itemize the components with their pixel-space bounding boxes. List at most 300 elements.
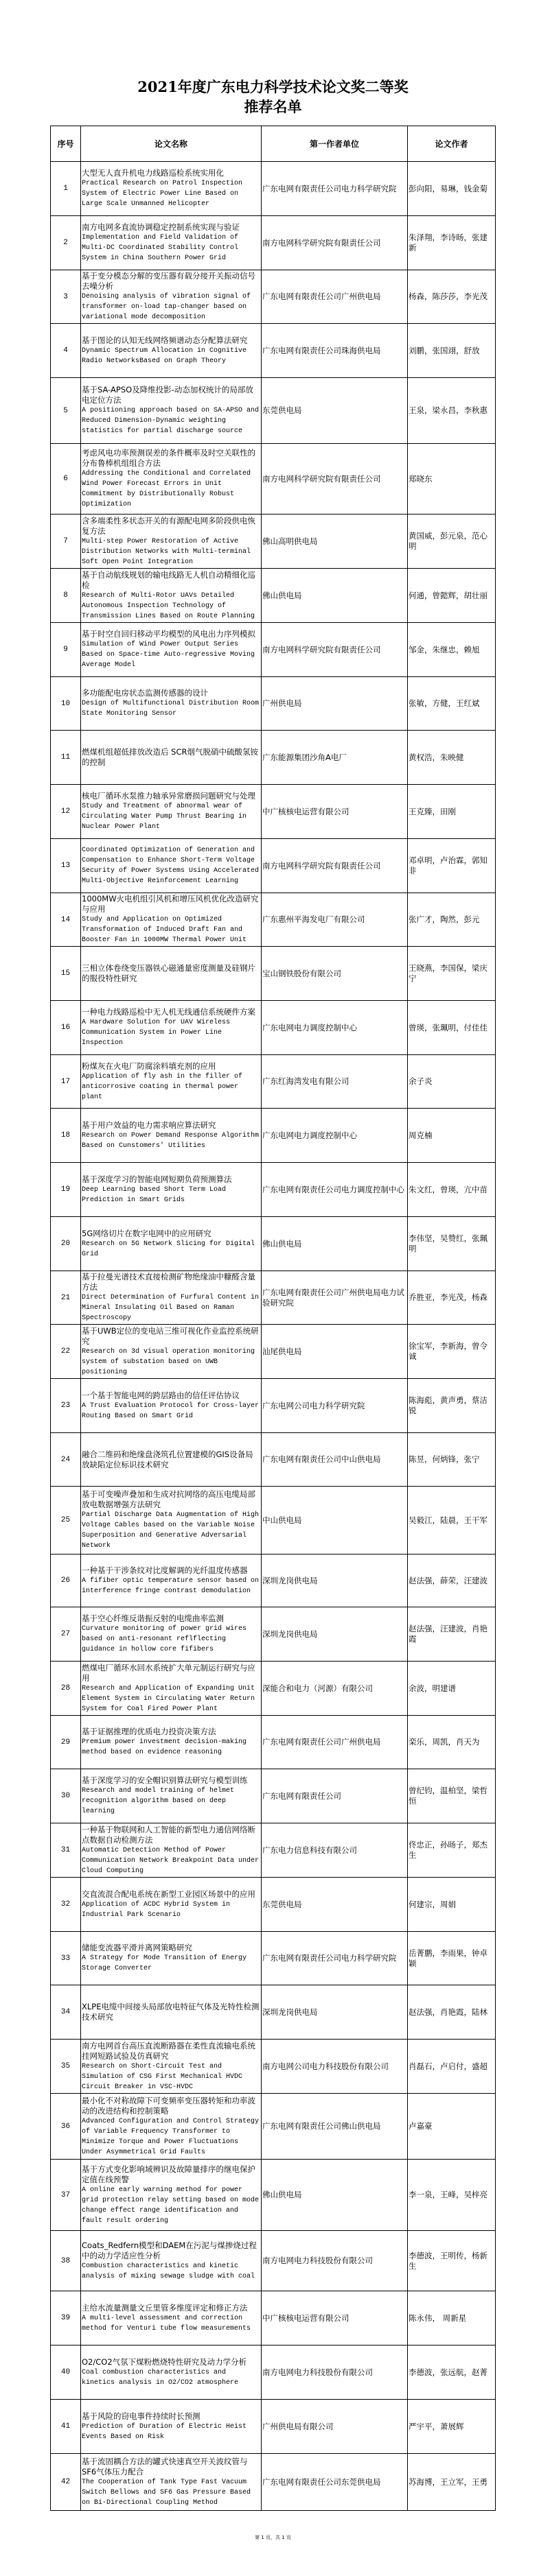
paper-title-cell [81,785,262,839]
paper-title-cell [81,1379,262,1433]
paper-authors: 陈永伟， 周新星 [408,2291,496,2345]
paper-title-chinese: 燃煤电厂循环水回水系统扩大单元制运行研究与应用 [82,1662,255,1683]
paper-title-english: Simulation of Wind Power Output Series Based on Space-time Auto-regressive Moving Average Model [82,641,255,669]
paper-title-cell [81,1662,262,1716]
table-row [51,1055,496,1109]
table-row [51,839,496,893]
paper-title-english: Partial Discharge Data Augmentation of High Voltage Cables based on the Variable Noise Superposition and Generative Adversarial Network [82,1511,260,1550]
paper-title-english: Research and Application of Expanding Unit Element System in Circulating Water Return System for Coal Fired Power Plant [82,1684,255,1713]
row-number: 4 [51,324,81,378]
paper-title-english: Automatic Detection Method of Power Communication Network Breakpoint Data under Cloud Computing [82,1846,260,1875]
first-author-unit: 南方电网科学研究院有限责任公司 [262,623,408,677]
table-row [51,1379,496,1433]
paper-title-chinese: 考虑风电功率预测误差的条件概率及时空关联性的分布鲁棒机组组合方法 [82,448,255,468]
first-author-unit: 南方电网科学研究院有限责任公司 [262,839,408,893]
row-number: 16 [51,1001,81,1055]
paper-title-cell [81,2454,262,2511]
paper-title-chinese: 含多端柔性多状态开关的有源配电网多阶段供电恢复方法 [82,515,255,536]
paper-title-english: Curvature monitoring of power grid wires based on anti-resonant reflflecting guidance in hollow core fifibers [82,1625,247,1653]
first-author-unit: 佛山供电局 [262,2160,408,2231]
table-row [51,1271,496,1325]
paper-title-cell [81,2040,262,2094]
row-number: 18 [51,1109,81,1163]
first-author-unit: 深能合和电力（河源）有限公司 [262,1662,408,1716]
paper-title-chinese: 1000MW火电机组引风机和增压风机优化改造研究与应用 [82,894,259,914]
paper-authors: 陈昱，何炳锋，张宁 [408,1433,496,1487]
table-row [51,1109,496,1163]
paper-authors: 李一泉，王峰，吴梓亮 [408,2160,496,2231]
table-row [51,893,496,947]
row-number: 10 [51,677,81,731]
paper-authors: 邓卓明，卢治霖，郭知非 [408,839,496,893]
table-row [51,2345,496,2400]
table-body [51,162,496,2511]
paper-authors: 陈海彪，黄声勇，蔡洁锐 [408,1379,496,1433]
row-number: 31 [51,1823,81,1878]
first-author-unit: 宝山钢铁股份有限公司 [262,947,408,1001]
first-author-unit: 广东电网有限责任公司电力调度控制中心 [262,1163,408,1217]
paper-title-english: A Trust Evaluation Protocol for Cross-layer Routing Based on Smart Grid [82,1402,260,1420]
paper-title-cell [81,162,262,216]
paper-title-english: Combustion characteristics and kinetic analysis of mixing sewage sludge with coal [82,2262,255,2280]
paper-title-english: Coal combustion characteristics and kinetics analysis in O2/CO2 atmosphere [82,2368,239,2387]
paper-title-cell [81,893,262,947]
paper-authors: 严宇平，萧展辉 [408,2400,496,2454]
first-author-unit: 广东红海湾发电有限公司 [262,1055,408,1109]
paper-title-cell [81,444,262,515]
paper-authors: 乔胜亚，李光茂，杨森 [408,1271,496,1325]
paper-title-chinese: 基于自动航线规划的输电线路无人机自动精细化巡检 [82,569,255,590]
first-author-unit: 广东电力信息科技有限公司 [262,1823,408,1878]
first-author-unit: 广东电网有限责任公司珠海供电局 [262,324,408,378]
paper-title-chinese: 基于证据推理的优质电力投资决策方法 [82,1727,216,1736]
paper-title-cell [81,731,262,785]
row-number: 38 [51,2231,81,2291]
first-author-unit: 广东电网有限责任公司电力科学研究院 [262,1932,408,1985]
first-author-unit: 广东电网公司电力科学研究院 [262,1379,408,1433]
row-number: 7 [51,515,81,569]
table-row [51,1607,496,1662]
title-line-2: 推荐名单 [244,98,302,115]
paper-authors: 赵法强，薛荣，汪建波 [408,1555,496,1607]
paper-title-english: Study and Application on Optimized Transformation of Induced Draft Fan and Booster Fan in 1000MW Thermal Power Unit [82,916,247,944]
paper-authors: 曾瑛，张珮明，付佳佳 [408,1001,496,1055]
paper-authors: 栾乐，周凯，肖天为 [408,1716,496,1769]
paper-authors: 余波，明建谱 [408,1662,496,1716]
first-author-unit: 深圳龙岗供电局 [262,1985,408,2040]
table-row [51,1769,496,1823]
paper-authors: 赵法强，汪建波，肖艳霞 [408,1607,496,1662]
paper-title-english: Research on Power Demand Response Algorithm Based on Cunstomers' Utilities [82,1131,260,1150]
paper-title-cell [81,2400,262,2454]
row-number: 28 [51,1662,81,1716]
row-number: 2 [51,216,81,270]
paper-title-chinese: 基于用户效益的电力需求响应算法研究 [82,1120,216,1130]
row-number: 6 [51,444,81,515]
paper-title-cell [81,1769,262,1823]
paper-authors: 卢嘉豪 [408,2094,496,2160]
row-number: 36 [51,2094,81,2160]
row-number: 8 [51,569,81,623]
first-author-unit: 南方电网电力科技股份有限公司 [262,2231,408,2291]
table-row [51,2400,496,2454]
paper-title-chinese: 基于方式变化影响域辨识及故障量排序的继电保护定值在线预警 [82,2164,255,2184]
table-row [51,216,496,270]
first-author-unit: 中广核核电运营有限公司 [262,2291,408,2345]
paper-title-english: Implementation and Field Validation of Multi-DC Coordinated Stability Control System in China Southern Power Grid [82,234,239,262]
paper-title-cell [81,623,262,677]
paper-title-cell [81,1932,262,1985]
paper-title-cell [81,677,262,731]
first-author-unit: 东莞供电局 [262,1878,408,1932]
table-row [51,2094,496,2160]
paper-title-cell [81,216,262,270]
paper-title-chinese: 燃煤机组超低排放改造后 SCR烟气脱硝中硫酸氢铵的控制 [82,747,258,767]
paper-title-english: Study and Treatment of abnormal wear of Circulating Water Pump Thrust Bearing in Nuclear Power Plant [82,803,247,831]
first-author-unit: 广东电网有限责任公司 [262,1769,408,1823]
paper-authors: 余子炎 [408,1055,496,1109]
first-author-unit: 深圳龙岗供电局 [262,1555,408,1607]
row-number: 29 [51,1716,81,1769]
paper-title-english: A fifiber optic temperature sensor based on interference fringe contrast demodulation [82,1576,260,1595]
paper-title-chinese: 基于风险的窃电事件持续时长预测 [82,2411,200,2421]
paper-title-cell [81,2345,262,2400]
paper-authors: 张广才，陶然，彭元 [408,893,496,947]
paper-authors: 肖磊石，卢启付，盛超 [408,2040,496,2094]
paper-title-cell [81,2231,262,2291]
paper-title-english: Prediction of Duration of Electric Heist Events Based on Risk [82,2422,247,2441]
paper-authors: 黄国威，彭元泉，范心明 [408,515,496,569]
paper-title-cell [81,2160,262,2231]
row-number: 19 [51,1163,81,1217]
table-row [51,2160,496,2231]
first-author-unit: 广东电网有限责任公司广州供电局 [262,270,408,324]
paper-authors: 李伟坚，吴赞红，张珮明 [408,1217,496,1271]
table-header-row [51,126,496,162]
paper-title-chinese: 一种基于物联网和人工智能的新型电力通信网络断点数据自动检测方法 [82,1824,255,1845]
paper-authors: 李德波，王明传，杨新生 [408,2231,496,2291]
paper-title-cell [81,1433,262,1487]
table-row [51,677,496,731]
paper-title-english: Deep Learning based Short Term Load Prediction in Smart Grids [82,1185,227,1204]
first-author-unit: 广东电网有限责任公司中山供电局 [262,1433,408,1487]
paper-authors: 彭向阳，易琳，钱金菊 [408,162,496,216]
paper-title-english: Addressing the Conditional and Correlated Wind Power Forecast Errors in Unit Commitment by Distributionally Robust Optimization [82,470,251,508]
paper-title-english: Advanced Configuration and Control Strategy of Variable Frequency Transformer to Minimize Torque and Power Fluctuations Under Asymmetrical Grid Faults [82,2117,260,2156]
paper-title-cell [81,1607,262,1662]
table-row [51,2040,496,2094]
paper-title-cell [81,1217,262,1271]
table-row [51,444,496,515]
paper-authors: 周克楠 [408,1109,496,1163]
paper-title-cell [81,1055,262,1109]
paper-title-cell [81,947,262,1001]
first-author-unit: 广东电网电力调度控制中心 [262,1109,408,1163]
paper-title-cell [81,270,262,324]
table-row [51,1932,496,1985]
paper-title-chinese: 基于图论的认知无线网络频谱动态分配算法研究 [82,335,248,345]
row-number: 17 [51,1055,81,1109]
paper-authors: 邹金，朱继忠，赖旭 [408,623,496,677]
paper-title-chinese: 基于UWB定位的变电站三维可视化作业监控系统研究 [82,1325,259,1346]
table-row [51,1985,496,2040]
table-row [51,2454,496,2511]
first-author-unit: 广东电网有限责任公司广州供电局 [262,1716,408,1769]
paper-title-chinese: 融合二维码和绝缘盘浇筑孔位置建模的GIS设备局放缺陷定位标识技术研究 [82,1449,253,1469]
paper-title-chinese: 交直流混合配电系统在新型工业园区场景中的应用 [82,1889,255,1899]
row-number: 37 [51,2160,81,2231]
paper-title-english: Application of fly ash in the filler of anticorrosive coating in thermal power plant [82,1072,243,1101]
row-number: 32 [51,1878,81,1932]
first-author-unit: 广州供电局 [262,677,408,731]
paper-title-english: Research of Multi-Rotor UAVs Detailed Autonomous Inspection Technology of Transmission Lines Based on Route Planning [82,591,255,620]
row-number: 12 [51,785,81,839]
paper-title-cell [81,1878,262,1932]
table-row [51,785,496,839]
paper-title-chinese: 南方电网首台高压直流断路器在柔性直流输电系统挂网短路试验及仿真研究 [82,2040,255,2061]
paper-title-english: A Strategy for Mode Transition of Energy Storage Converter [82,1954,247,1972]
first-author-unit: 佛山供电局 [262,569,408,623]
table-row [51,1001,496,1055]
table-row [51,2291,496,2345]
paper-title-chinese: 一种基于干涉条纹对比度解调的光纤温度传感器 [82,1565,248,1575]
first-author-unit: 佛山供电局 [262,1217,408,1271]
paper-title-cell [81,324,262,378]
first-author-unit: 南方电网科学研究院有限责任公司 [262,216,408,270]
paper-title-english: Denoising analysis of vibration signal of transformer on-load tap-changer based on variational mode decomposition [82,293,251,321]
paper-title-chinese: 基于深度学习的安全帽识别算法研究与模型训练 [82,1775,248,1785]
paper-title-english: The Cooperation of Tank Type Fast Vacuum Switch Bellows and SF6 Gas Pressure Based on Bi-Directional Coupling Method [82,2478,251,2507]
first-author-unit: 中山供电局 [262,1487,408,1555]
paper-authors: 郑晓东 [408,444,496,515]
paper-authors: 吴毅江，陆晨，王干军 [408,1487,496,1555]
paper-authors: 朱文红，曾瑛，亢中苗 [408,1163,496,1217]
first-author-unit: 东莞供电局 [262,378,408,444]
header-number: 序号 [51,126,81,162]
paper-title-chinese: 基于SA-APSO及降维投影-动态加权统计的局部放电定位方法 [82,385,253,405]
paper-title-cell [81,1109,262,1163]
paper-authors: 岳菁鹏，李雨果，钟卓颖 [408,1932,496,1985]
first-author-unit: 汕尾供电局 [262,1325,408,1379]
paper-authors: 王泉，梁永昌，李秋惠 [408,378,496,444]
paper-authors: 佟忠正，孙旸子，郑杰生 [408,1823,496,1878]
paper-title-chinese: 南方电网多直流协调稳定控制系统实现与验证 [82,222,240,232]
paper-title-cell [81,1163,262,1217]
row-number: 21 [51,1271,81,1325]
table-row [51,1217,496,1271]
table-row [51,623,496,677]
row-number: 14 [51,893,81,947]
row-number: 27 [51,1607,81,1662]
table-row [51,270,496,324]
first-author-unit: 深圳龙岗供电局 [262,1607,408,1662]
paper-title-chinese: 主给水流量测量文丘里管多维度评定和修正方法 [82,2302,248,2313]
paper-title-cell [81,378,262,444]
paper-title-english: Research on 3d visual operation monitoring system of substation based on UWB positioning [82,1347,255,1376]
paper-title-cell [81,1001,262,1055]
paper-title-cell [81,1487,262,1555]
first-author-unit: 南方电网公司电力科技股份有限公司 [262,2040,408,2094]
paper-title-chinese: 基于变分模态分解的变压器有载分接开关振动信号去噪分析 [82,271,255,291]
row-number: 34 [51,1985,81,2040]
paper-authors: 何通，曾懿辉，胡壮丽 [408,569,496,623]
paper-title-english: A Hardware Solution for UAV Wireless Communication System in Power Line Inspection [82,1019,231,1047]
title-line-1: 2021年度广东电力科学技术论文奖二等奖 [137,78,409,95]
row-number: 25 [51,1487,81,1555]
table-row [51,324,496,378]
row-number: 22 [51,1325,81,1379]
paper-title-english: Research and model training of helmet recognition algorithm based on deep learning [82,1787,235,1815]
paper-authors: 黄权浩，朱映健 [408,731,496,785]
paper-authors: 曾纪钧，温柏坚，梁哲恒 [408,1769,496,1823]
document-title [0,77,539,117]
first-author-unit: 南方电网电力科技股份有限公司 [262,2345,408,2400]
table-row [51,162,496,216]
row-number: 5 [51,378,81,444]
row-number: 20 [51,1217,81,1271]
paper-title-chinese: 粉煤灰在火电厂防腐涂料填充剂的应用 [82,1061,216,1071]
table-row [51,1163,496,1217]
paper-title-english: Dynamic Spectrum Allocation in Cognitive Radio NetworksBased on Graph Theory [82,346,247,365]
paper-title-english: A positioning approach based on SA-APSO and Reduced Dimension-Dynamic weighting statistics for partial discharge source [82,407,260,435]
paper-authors: 李德波，张远航，赵菁 [408,2345,496,2400]
table-row [51,1823,496,1878]
first-author-unit: 广东电网有限责任公司广州供电局电力试验研究院 [262,1271,408,1325]
paper-title-chinese: 5G网络切片在数字电网中的应用研究 [82,1228,211,1238]
paper-title-chinese: 基于拉曼光谱技术直接检测矿物绝缘油中糠醛含量方法 [82,1272,255,1292]
paper-title-chinese: 多功能配电房状态监测传感器的设计 [82,688,208,698]
first-author-unit: 广州供电局有限公司 [262,2400,408,2454]
row-number: 24 [51,1433,81,1487]
table-row [51,1555,496,1607]
first-author-unit: 广东电网有限责任公司东莞供电局 [262,2454,408,2511]
first-author-unit: 佛山高明供电局 [262,515,408,569]
paper-authors: 王克臻，田刚 [408,785,496,839]
paper-title-chinese: 基于流固耦合方法的罐式快速真空开关波纹管与SF6气体压力配合 [82,2456,248,2477]
paper-title-chinese: 储能变流器平滑并离网策略研究 [82,1943,192,1952]
paper-title-english: Premium power investment decision-making method based on evidence reasoning [82,1738,247,1756]
paper-authors: 王晓燕，李国保，梁庆宁 [408,947,496,1001]
paper-title-chinese: 基于可变噪声叠加和生成对抗网络的高压电缆局部放电数据增强方法研究 [82,1489,255,1509]
paper-title-english: Coordinated Optimization of Generation and Compensation to Enhance Short-Term Voltage Security of Power Systems Using Accelerated Multi-Objective Reinforcement Learning [82,847,260,885]
paper-title-english: Multi-step Power Restoration of Active Distribution Networks with Multi-terminal Soft Open Point Integration [82,537,251,566]
paper-authors: 赵法强，肖艳霞，陆林 [408,1985,496,2040]
row-number: 1 [51,162,81,216]
first-author-unit: 南方电网科学研究院有限责任公司 [262,444,408,515]
table-row [51,1487,496,1555]
row-number: 30 [51,1769,81,1823]
table-row [51,569,496,623]
row-number: 40 [51,2345,81,2400]
paper-title-english: Application of ACDC Hybrid System in Industrial Park Scenario [82,1900,231,1919]
paper-title-english: Direct Determination of Furfural Content in Mineral Insulating Oil Based on Raman Spectroscopy [82,1294,260,1322]
first-author-unit: 广东电网有限责任公司佛山供电局 [262,2094,408,2160]
table-row [51,1716,496,1769]
paper-title-cell [81,569,262,623]
paper-title-cell [81,2094,262,2160]
paper-title-english: Design of Multifunctional Distribution Room State Monitoring Sensor [82,700,260,718]
paper-title-cell [81,1716,262,1769]
first-author-unit: 广东电网有限责任公司电力科学研究院 [262,162,408,216]
paper-title-cell [81,1823,262,1878]
paper-authors: 朱泽翔，李诗旸，张建新 [408,216,496,270]
header-first-author-unit: 第一作者单位 [262,126,408,162]
paper-authors: 何建宗，周娟 [408,1878,496,1932]
table-row [51,1433,496,1487]
row-number: 3 [51,270,81,324]
paper-title-chinese: 一种电力线路巡检中无人机无线通信系统硬件方案 [82,1007,255,1017]
row-number: 9 [51,623,81,677]
paper-authors: 张敏，方健，王红斌 [408,677,496,731]
paper-authors: 苏海博，王立军，王勇 [408,2454,496,2511]
header-paper-title: 论文名称 [81,126,262,162]
row-number: 35 [51,2040,81,2094]
row-number: 23 [51,1379,81,1433]
row-number: 39 [51,2291,81,2345]
table-row [51,731,496,785]
paper-title-english: A multi-level assessment and correction method for Venturi tube flow measurements [82,2314,251,2332]
paper-title-english: Practical Research on Patrol Inspection System of Electric Power Line Based on Large Scale Unmanned Helicopter [82,180,243,208]
paper-title-chinese: 一个基于智能电网的跨层路由的信任评估协议 [82,1390,240,1400]
paper-title-chinese: 基于深度学习的智能电网短期负荷预测算法 [82,1174,232,1184]
paper-authors: 刘鹏，张国翊，舒放 [408,324,496,378]
paper-title-chinese: 大型无人直升机电力线路巡检系统实用化 [82,168,224,178]
paper-title-chinese: 最小化不对称故障下可变频率变压器转矩和功率波动的改进结构和控制策略 [82,2095,255,2116]
awards-table [50,126,496,2511]
paper-title-chinese: 核电厂循环水泵推力轴承异常磨损问题研究与处理 [82,791,255,801]
paper-title-cell [81,1985,262,2040]
first-author-unit: 广东能源集团沙角A电厂 [262,731,408,785]
table-row [51,947,496,1001]
table-row [51,2231,496,2291]
row-number: 13 [51,839,81,893]
first-author-unit: 中广核核电运营有限公司 [262,785,408,839]
paper-title-english: A online early warning method for power grid protection relay setting based on mode change effect range identification and fault result ordering [82,2186,260,2225]
paper-authors: 杨森，陈莎莎，李光茂 [408,270,496,324]
table-row [51,1878,496,1932]
paper-authors: 徐宝军，李新海，曾令诚 [408,1325,496,1379]
paper-title-cell [81,1271,262,1325]
table-row [51,1325,496,1379]
paper-title-cell [81,2291,262,2345]
paper-title-chinese: 基于空心纤维反谐振反射的电缆曲率监测 [82,1614,224,1623]
paper-title-cell [81,839,262,893]
row-number: 11 [51,731,81,785]
paper-title-english: Research on 5G Network Slicing for Digital Grid [82,1240,255,1258]
table-row [51,378,496,444]
paper-title-chinese: Coats_Redfern模型和DAEM在污泥与煤掺烧过程中的动力学适应性分析 [82,2240,257,2260]
row-number: 15 [51,947,81,1001]
first-author-unit: 广东惠州平海发电厂有限公司 [262,893,408,947]
paper-title-cell [81,1555,262,1607]
row-number: 33 [51,1932,81,1985]
paper-title-chinese: 基于时空自回归移动平均模型的风电出力序列模拟 [82,629,255,639]
row-number: 26 [51,1555,81,1607]
paper-title-chinese: XLPE电缆中间接头局部放电特征气体及光特性检测技术研究 [82,2002,260,2022]
page-footer: 第 1 页，共 1 页 [255,2535,291,2540]
table-row [51,515,496,569]
paper-title-cell [81,1325,262,1379]
row-number: 41 [51,2400,81,2454]
paper-title-english: Research on Short-Circuit Test and Simulation of CSG First Mechanical HVDC Circuit Breaker in VSC-HVDC [82,2062,243,2091]
first-author-unit: 广东电网电力调度控制中心 [262,1001,408,1055]
table-row [51,1662,496,1716]
paper-title-chinese: 三相立体卷绕变压器铁心磁通量密度测量及硅钢片的服役特性研究 [82,963,255,983]
row-number: 42 [51,2454,81,2511]
paper-title-cell [81,515,262,569]
header-authors: 论文作者 [408,126,496,162]
paper-title-chinese: O2/CO2气氛下煤粉燃烧特性研究及动力学分析 [82,2356,247,2367]
